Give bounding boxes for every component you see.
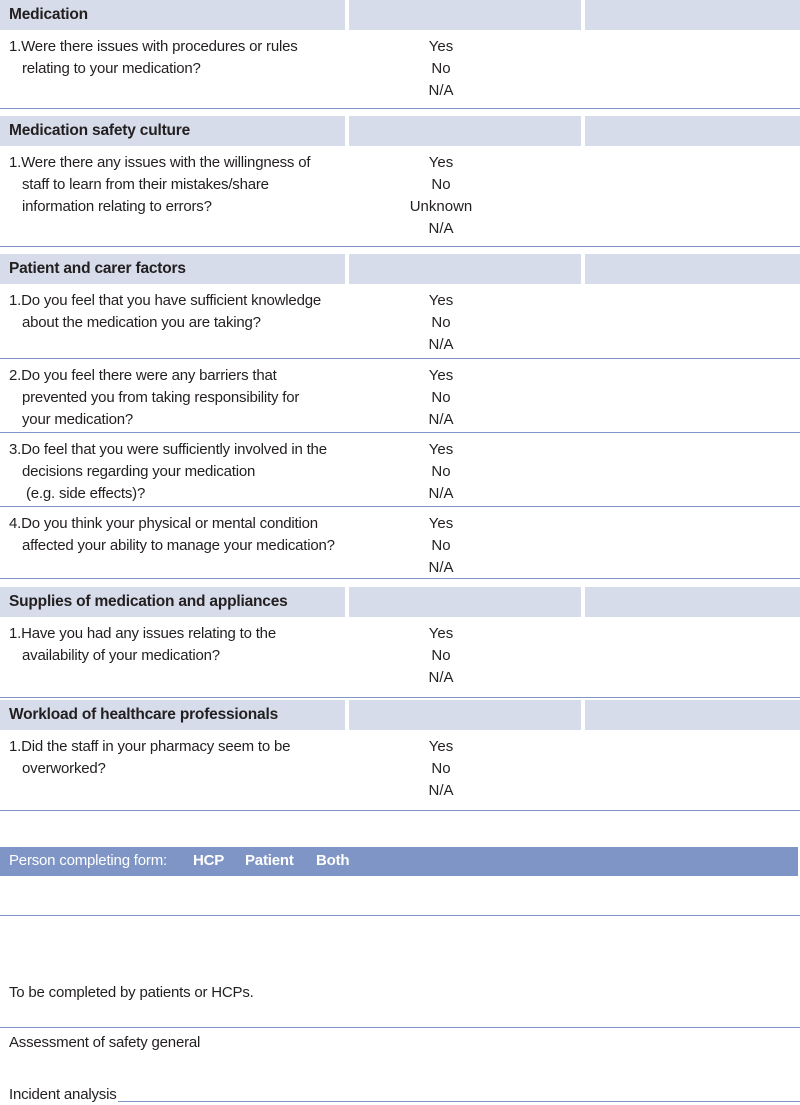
answer-option-no[interactable]: No — [431, 537, 451, 554]
section-title: Medication safety culture — [9, 122, 191, 139]
answer-option-no[interactable]: No — [431, 463, 451, 480]
question-line: 1.Were there any issues with the willingness of — [9, 154, 311, 171]
question-line: 1.Did the staff in your pharmacy seem to be — [9, 738, 291, 755]
section — [0, 587, 800, 698]
section — [0, 254, 800, 579]
section-header — [0, 587, 800, 617]
question-row — [0, 284, 800, 359]
section-title: Patient and carer factors — [9, 260, 186, 277]
question-line: 1.Do you feel that you have sufficient knowledge — [9, 292, 321, 309]
section-header — [0, 700, 800, 730]
header-cell — [585, 0, 800, 30]
question-line: 3.Do feel that you were sufficiently involved in the — [9, 441, 327, 458]
header-cell — [349, 116, 581, 146]
question-line: 4.Do you think your physical or mental condition — [9, 515, 318, 532]
question-row — [0, 146, 800, 247]
answer-option-na[interactable]: N/A — [428, 220, 454, 237]
answer-option-na[interactable]: N/A — [428, 669, 454, 686]
question-text — [9, 365, 349, 431]
answer-options — [381, 736, 501, 802]
answer-option-no[interactable]: No — [431, 389, 451, 406]
answer-option-no[interactable]: No — [431, 314, 451, 331]
question-row — [0, 507, 800, 579]
question-line: affected your ability to manage your medication? — [22, 537, 335, 554]
question-line: decisions regarding your medication — [22, 463, 256, 480]
answer-option-yes[interactable]: Yes — [428, 441, 454, 458]
section-header — [0, 0, 800, 30]
question-line: your medication? — [22, 411, 134, 428]
incident-analysis-line: Incident analysis — [9, 1086, 117, 1103]
answer-options — [381, 36, 501, 102]
question-line: 1.Were there issues with procedures or rules — [9, 38, 298, 55]
answer-option-na[interactable]: N/A — [428, 782, 454, 799]
header-cell — [349, 700, 581, 730]
completion-note: To be completed by patients or HCPs. — [9, 984, 254, 1001]
section — [0, 0, 800, 109]
person-option-both[interactable]: Both — [316, 852, 350, 869]
question-text — [9, 36, 349, 80]
section — [0, 700, 800, 811]
answer-option-na[interactable]: N/A — [428, 336, 454, 353]
answer-option-yes[interactable]: Yes — [428, 515, 454, 532]
answer-option-na[interactable]: N/A — [428, 82, 454, 99]
question-line: information relating to errors? — [22, 198, 212, 215]
question-text — [9, 513, 349, 557]
question-line: 1.Have you had any issues relating to the — [9, 625, 276, 642]
question-row — [0, 617, 800, 698]
question-row — [0, 30, 800, 109]
question-line: about the medication you are taking? — [22, 314, 261, 331]
answer-options — [381, 290, 501, 356]
answer-option-na[interactable]: N/A — [428, 559, 454, 576]
question-line: (e.g. side effects)? — [22, 485, 146, 502]
question-text — [9, 623, 349, 667]
question-line: staff to learn from their mistakes/share — [22, 176, 269, 193]
divider — [118, 1101, 800, 1102]
answer-options — [381, 152, 501, 240]
question-row — [0, 433, 800, 507]
divider — [0, 915, 800, 916]
question-line: relating to your medication? — [22, 60, 201, 77]
question-line: 2.Do you feel there were any barriers that — [9, 367, 277, 384]
header-cell — [349, 587, 581, 617]
answer-option-no[interactable]: No — [431, 760, 451, 777]
section — [0, 116, 800, 247]
question-text — [9, 290, 349, 334]
answer-option-no[interactable]: No — [431, 60, 451, 77]
assessment-line: Assessment of safety general — [9, 1034, 201, 1051]
section-title: Workload of healthcare professionals — [9, 706, 278, 723]
header-cell — [585, 116, 800, 146]
person-completing-label: Person completing form: — [9, 852, 167, 869]
answer-option-yes[interactable]: Yes — [428, 154, 454, 171]
person-option-patient[interactable]: Patient — [245, 852, 294, 869]
question-row — [0, 730, 800, 811]
header-cell — [585, 254, 800, 284]
divider — [0, 1027, 800, 1028]
question-line: overworked? — [22, 760, 106, 777]
question-line: prevented you from taking responsibility for — [22, 389, 300, 406]
answer-option-yes[interactable]: Yes — [428, 625, 454, 642]
person-completing-bar — [0, 847, 798, 876]
section-title: Medication — [9, 6, 88, 23]
answer-option-unknown[interactable]: Unknown — [409, 198, 473, 215]
header-cell — [349, 254, 581, 284]
question-text — [9, 736, 349, 780]
answer-option-no[interactable]: No — [431, 647, 451, 664]
answer-option-na[interactable]: N/A — [428, 411, 454, 428]
answer-options — [381, 365, 501, 431]
header-cell — [585, 587, 800, 617]
question-text — [9, 439, 349, 505]
answer-option-yes[interactable]: Yes — [428, 38, 454, 55]
section-title: Supplies of medication and appliances — [9, 593, 288, 610]
person-option-hcp[interactable]: HCP — [193, 852, 225, 869]
question-text — [9, 152, 349, 218]
question-line: availability of your medication? — [22, 647, 220, 664]
section-header — [0, 116, 800, 146]
answer-option-na[interactable]: N/A — [428, 485, 454, 502]
answer-options — [381, 439, 501, 505]
answer-option-yes[interactable]: Yes — [428, 738, 454, 755]
answer-option-yes[interactable]: Yes — [428, 367, 454, 384]
answer-option-yes[interactable]: Yes — [428, 292, 454, 309]
header-cell — [585, 700, 800, 730]
answer-options — [381, 513, 501, 579]
answer-option-no[interactable]: No — [431, 176, 451, 193]
question-row — [0, 359, 800, 433]
section-header — [0, 254, 800, 284]
header-cell — [349, 0, 581, 30]
answer-options — [381, 623, 501, 689]
